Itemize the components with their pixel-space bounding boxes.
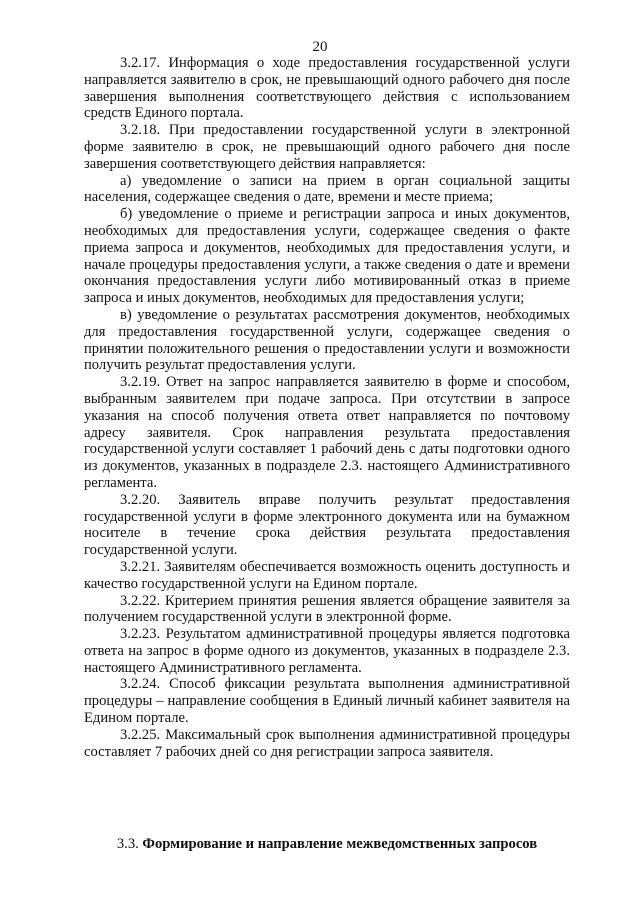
page-number: 20: [312, 39, 328, 55]
paragraph-3-2-19: 3.2.19. Ответ на запрос направляется заявителю в форме и способом, выбранным заявителем при подаче запроса. При отсутствии в запросе указания на способ получения ответа ответ направляется по почтовому адресу заявителя. Срок направления результата предоставления государственной услуги составляет 1 рабочий день с даты подготовки одного из документов, указанных в подразделе 2.3. настоящего Административного регламента.: [84, 374, 570, 491]
list-item-a: а) уведомление о записи на прием в орган социальной защиты населения, содержащее сведения о дате, времени и месте приема;: [84, 172, 570, 206]
list-item-v: в) уведомление о результатах рассмотрения документов, необходимых для предоставления государственной услуги, содержащее сведения о принятии положительного решения о предоставлении услуги и возможности получить результат предоставления услуги.: [84, 306, 570, 374]
paragraph-3-2-24: 3.2.24. Способ фиксации результата выполнения административной процедуры – направление сообщения в Единый личный кабинет заявителя на Едином портале.: [84, 676, 570, 727]
section-heading: [84, 835, 570, 854]
paragraph-3-2-25: 3.2.25. Максимальный срок выполнения административной процедуры составляет 7 рабочих дней со дня регистрации запроса заявителя.: [84, 726, 570, 760]
section-title: Формирование и направление межведомственных запросов: [142, 836, 538, 852]
document-body: [84, 55, 570, 760]
list-item-b: б) уведомление о приеме и регистрации запроса и иных документов, необходимых для предоставления услуги, содержащее сведения о факте приема запроса и документов, необходимых для предоставления услуги, и начале процедуры предоставления услуги, а также сведения о дате и времени окончания предоставления услуги либо мотивированный отказ в приеме запроса и иных документов, необходимых для предоставления услуги;: [84, 206, 570, 307]
section-number: 3.3.: [116, 836, 139, 852]
paragraph-3-2-20: 3.2.20. Заявитель вправе получить результат предоставления государственной услуги в форме электронного документа или на бумажном носителе в течение срока действия результата предоставления государственной услуги.: [84, 491, 570, 559]
paragraph-3-2-21: 3.2.21. Заявителям обеспечивается возможность оценить доступность и качество государственной услуги на Едином портале.: [84, 558, 570, 592]
paragraph-3-2-17: 3.2.17. Информация о ходе предоставления государственной услуги направляется заявителю в срок, не превышающий одного рабочего дня после завершения выполнения соответствующего действия с использованием средств Единого портала.: [84, 55, 570, 122]
paragraph-3-2-23: 3.2.23. Результатом административной процедуры является подготовка ответа на запрос в форме одного из документов, указанных в подразделе 2.3. настоящего Административного регламента.: [84, 626, 570, 676]
paragraph-3-2-18: 3.2.18. При предоставлении государственной услуги в электронной форме заявителю в срок, не превышающий одного рабочего дня после завершения соответствующего действия направляется:: [84, 122, 570, 172]
paragraph-3-2-22: 3.2.22. Критерием принятия решения является обращение заявителя за получением государственной услуги в электронной форме.: [84, 592, 570, 626]
